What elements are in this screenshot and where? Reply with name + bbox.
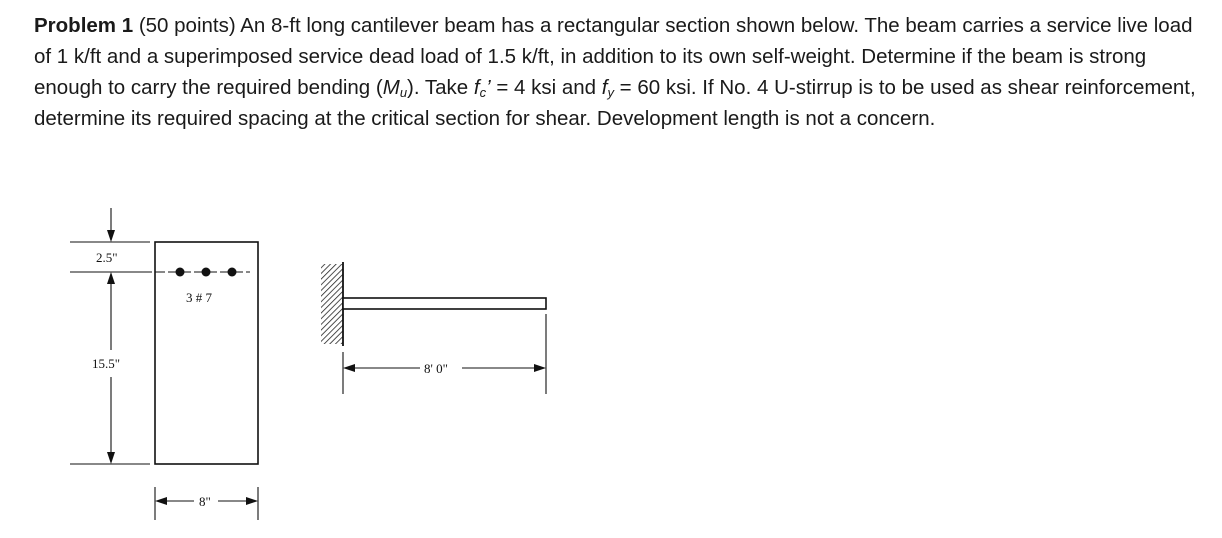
problem-text-1: An 8-ft long cantilever beam has a rectangular section shown below. The beam carries a service live load of 1 k/ft and a superimposed service dead load of 1.5 k/ft, in addition to its own self-weight. Determine if the beam is strong enough to carry the required bending (	[34, 14, 1193, 99]
rebar-2	[202, 268, 211, 277]
depth-arrowhead-top	[107, 272, 115, 284]
span-arrowhead-right	[534, 364, 546, 372]
span-dimension	[343, 314, 546, 394]
width-arrowhead-left	[155, 497, 167, 505]
beam-cross-section	[142, 242, 258, 464]
width-dimension: 8"	[199, 494, 211, 509]
cover-arrowhead	[107, 230, 115, 242]
span-dimension-label: 8' 0"	[424, 361, 448, 376]
span-arrowhead-left	[343, 364, 355, 372]
section-depth-dimensions	[70, 208, 150, 464]
rebar-1	[176, 268, 185, 277]
problem-points: (50 points)	[138, 14, 236, 37]
depth-arrowhead-bottom	[107, 452, 115, 464]
fc-symbol: $f_c$’	[473, 76, 491, 100]
problem-text-2: ). Take	[407, 76, 474, 99]
cantilever-elevation	[321, 262, 546, 346]
fixed-support-hatch	[321, 264, 343, 344]
problem-title: Problem 1	[34, 14, 134, 37]
fc-value: = 4 ksi and	[490, 76, 602, 99]
problem-text-3: = 60 ksi. If No. 4 U-stirrup is to be used as shear reinforcement, determine its required spacing at the critical section for shear. Development length is not a concern.	[34, 76, 1196, 130]
cover-dimension: 2.5"	[96, 250, 118, 265]
beam-elevation	[343, 298, 546, 309]
depth-dimension: 15.5"	[92, 356, 121, 371]
mu-symbol: $M_u$	[382, 76, 408, 100]
fy-symbol: $f_y$	[601, 76, 614, 100]
rebar-label: 3 # 7	[186, 290, 212, 305]
rebar-3	[228, 268, 237, 277]
width-arrowhead-right	[246, 497, 258, 505]
